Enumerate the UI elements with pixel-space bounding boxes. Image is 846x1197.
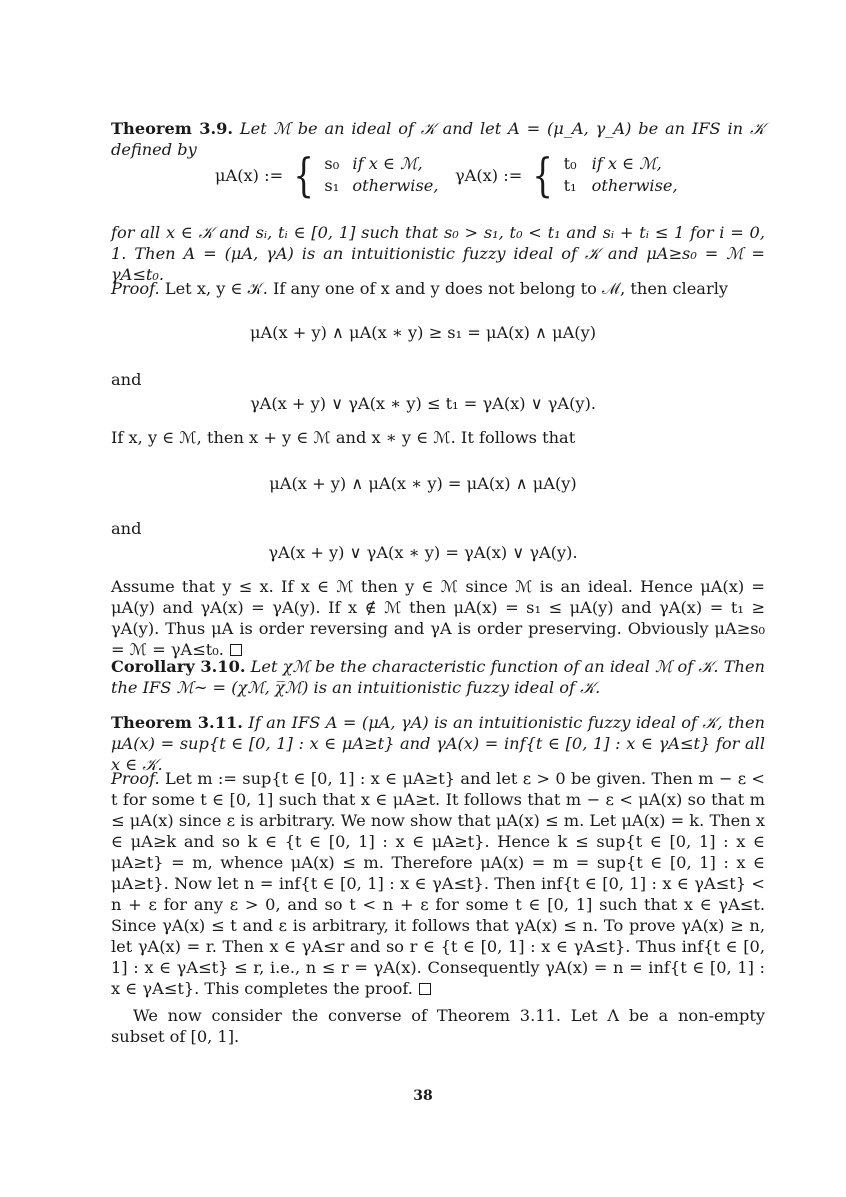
theorem-3-11-text: If an IFS A = (μA, γA) is an intuitionistic fuzzy ideal of 𝒦, then μA(x) = sup{t ∈ [0, 1] : x ∈ μA≥t} and γA(x) = inf{t ∈ [0, 1] : x ∈ γA≤t} for all x ∈ 𝒦. [111,713,765,774]
gamma-definition-lhs: γA(x) := [455,165,523,185]
proof-3-9-line-1: Let x, y ∈ 𝒦. If any one of x and y does not belong to ℳ, then clearly [164,279,729,298]
gamma-case2-condition: otherwise, [591,176,678,195]
corollary-3-10-label: Corollary 3.10. [111,657,246,676]
mu-definition [215,148,439,202]
qed-square-icon [230,644,242,656]
proof-3-11 [111,768,765,999]
mu-case2-value: s₁ [324,176,340,195]
proof-3-9-intro [111,278,765,299]
proof-3-9-line-2: If x, y ∈ ℳ, then x + y ∈ ℳ and x ∗ y ∈ ℳ. It follows that [111,428,576,447]
and-connector: and [111,519,142,538]
corollary-3-10 [111,656,765,698]
proof-3-9-paragraph [111,576,765,660]
mu-definition-lhs: μA(x) := [215,165,284,185]
theorem-3-11 [111,712,765,775]
theorem-3-11-label: Theorem 3.11. [111,713,243,732]
theorem-3-9-label: Theorem 3.9. [111,119,233,138]
left-brace-icon: { [293,148,315,202]
gamma-definition [455,148,678,202]
proof-label: Proof. [111,769,160,788]
gamma-case1-value: t₀ [563,154,577,173]
closing-paragraph: We now consider the converse of Theorem 3.11. Let Λ be a non-empty subset of [0, 1]. [111,1006,765,1046]
left-brace-icon: { [532,148,554,202]
mu-case1-condition: if x ∈ ℳ, [352,154,423,173]
and-connector: and [111,370,142,389]
mu-case1-value: s₀ [324,154,340,173]
equation-1: μA(x + y) ∧ μA(x ∗ y) ≥ s₁ = μA(x) ∧ μA(y) [249,323,597,342]
mu-case2-condition: otherwise, [352,176,439,195]
gamma-case1-condition: if x ∈ ℳ, [591,154,662,173]
equation-4: γA(x + y) ∨ γA(x ∗ y) = γA(x) ∨ γA(y). [268,543,578,562]
proof-3-9-para-text: Assume that y ≤ x. If x ∈ ℳ then y ∈ ℳ since ℳ is an ideal. Hence μA(x) = μA(y) and γA(x) = γA(y). If x ∉ ℳ then μA(x) = s₁ ≤ μA(y) and γA(x) = t₁ ≥ γA(y). Thus μA is order reversing and γA is order preserving. Obviously μA≥s₀ = ℳ = γA≤t₀. [111,577,765,659]
proof-3-11-text: Let m := sup{t ∈ [0, 1] : x ∈ μA≥t} and let ε > 0 be given. Then m − ε < t for some t ∈ [0, 1] such that x ∈ μA≥t. It follows that m − ε < μA(x) so that m ≤ μA(x) since ε is arbitrary. We now show that μA(x) ≤ m. Let μA(x) = k. Then x ∈ μA≥k and so k ∈ {t ∈ [0, 1] : x ∈ μA≥t}. Hence k ≤ sup{t ∈ [0, 1] : x ∈ μA≥t} = m, whence μA(x) ≤ m. Therefore μA(x) = m = sup{t ∈ [0, 1] : x ∈ μA≥t}. Now let n = inf{t ∈ [0, 1] : x ∈ γA≤t}. Then inf{t ∈ [0, 1] : x ∈ γA≤t} < n + ε for any ε > 0, and so t < n + ε for some t ∈ [0, 1] such that x ∈ γA≤t. Since γA(x) ≤ t and ε is arbitrary, it follows that γA(x) ≤ n. To prove γA(x) ≥ n, let γA(x) = r. Then x ∈ γA≤r and so r ∈ {t ∈ [0, 1] : x ∈ γA≤t}. Thus inf{t ∈ [0, 1] : x ∈ γA≤t} ≤ r, i.e., n ≤ r = γA(x). Consequently γA(x) = n = inf{t ∈ [0, 1] : x ∈ γA≤t}. This completes the proof. [111,769,765,998]
corollary-3-10-text: Let χℳ be the characteristic function of an ideal ℳ of 𝒦. Then the IFS ℳ∼ = (χℳ, χ̅ℳ) is an intuitionistic fuzzy ideal of 𝒦. [111,657,765,697]
qed-square-icon [419,983,431,995]
theorem-3-9-text: Let ℳ be an ideal of 𝒦 and let A = (μ_A, γ_A) be an IFS in 𝒦 defined by [111,119,765,159]
page-number: 38 [413,1088,433,1104]
theorem-3-9-conditions: for all x ∈ 𝒦 and sᵢ, tᵢ ∈ [0, 1] such that s₀ > s₁, t₀ < t₁ and sᵢ + tᵢ ≤ 1 for i = 0, 1. Then A = (μA, γA) is an intuitionistic fuzzy ideal of 𝒦 and μA≥s₀ = ℳ = γA≤t₀. [111,223,765,284]
gamma-case2-value: t₁ [563,176,577,195]
equation-3: μA(x + y) ∧ μA(x ∗ y) = μA(x) ∧ μA(y) [269,474,577,493]
equation-2: γA(x + y) ∨ γA(x ∗ y) ≤ t₁ = γA(x) ∨ γA(y). [249,394,597,413]
proof-label: Proof. [111,279,160,298]
